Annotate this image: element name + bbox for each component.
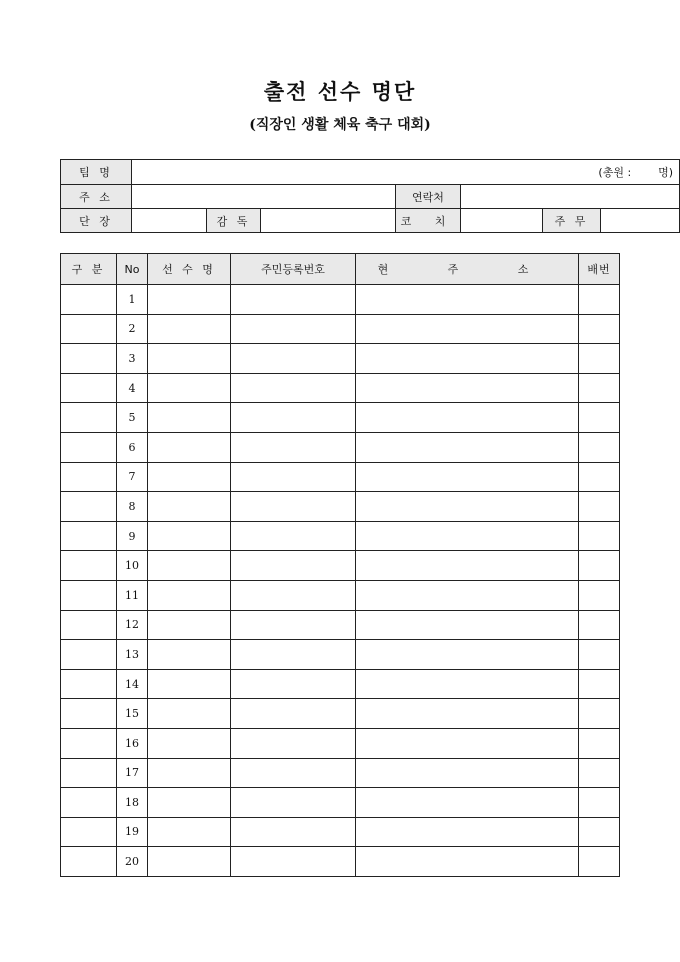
id-number-cell[interactable] [231, 521, 356, 551]
jersey-number-cell[interactable] [579, 314, 620, 344]
document-title: 출전 선수 명단 [263, 79, 417, 104]
division-cell[interactable] [61, 521, 117, 551]
player-row [61, 728, 620, 758]
address-cell[interactable] [356, 758, 579, 788]
jersey-number-cell[interactable] [579, 610, 620, 640]
player-row [61, 432, 620, 462]
jersey-number-cell[interactable] [579, 788, 620, 818]
coach-label: 코 치 [396, 209, 461, 233]
player-name-cell[interactable] [148, 314, 231, 344]
division-cell[interactable] [61, 344, 117, 374]
jersey-number-cell[interactable] [579, 432, 620, 462]
player-name-cell[interactable] [148, 492, 231, 522]
player-number: 4 [117, 373, 148, 403]
id-number-cell[interactable] [231, 610, 356, 640]
id-number-cell[interactable] [231, 403, 356, 433]
player-name-cell[interactable] [148, 758, 231, 788]
contact-label: 연락처 [396, 185, 461, 209]
header-player-name: 선 수 명 [148, 254, 231, 285]
division-cell[interactable] [61, 610, 117, 640]
address-cell[interactable] [356, 640, 579, 670]
contact-field[interactable] [461, 185, 680, 209]
id-number-cell[interactable] [231, 580, 356, 610]
jersey-number-cell[interactable] [579, 373, 620, 403]
leader-field[interactable] [132, 209, 207, 233]
id-number-cell[interactable] [231, 817, 356, 847]
player-name-cell[interactable] [148, 640, 231, 670]
jersey-number-cell[interactable] [579, 285, 620, 315]
id-number-cell[interactable] [231, 462, 356, 492]
player-name-cell[interactable] [148, 285, 231, 315]
player-number: 11 [117, 580, 148, 610]
player-row [61, 610, 620, 640]
player-name-cell[interactable] [148, 373, 231, 403]
division-cell[interactable] [61, 640, 117, 670]
address-cell[interactable] [356, 728, 579, 758]
division-cell[interactable] [61, 314, 117, 344]
player-row [61, 462, 620, 492]
player-row [61, 788, 620, 818]
player-number: 5 [117, 403, 148, 433]
address-cell[interactable] [356, 847, 579, 877]
player-number: 18 [117, 788, 148, 818]
jersey-number-cell[interactable] [579, 344, 620, 374]
jersey-number-cell[interactable] [579, 699, 620, 729]
coach-field[interactable] [461, 209, 543, 233]
player-number: 13 [117, 640, 148, 670]
division-cell[interactable] [61, 728, 117, 758]
address-cell[interactable] [356, 817, 579, 847]
id-number-cell[interactable] [231, 492, 356, 522]
header-jersey-number: 배번 [579, 254, 620, 285]
id-number-cell[interactable] [231, 344, 356, 374]
player-row [61, 403, 620, 433]
player-number: 17 [117, 758, 148, 788]
header-division: 구 분 [61, 254, 117, 285]
player-number: 3 [117, 344, 148, 374]
team-name-label: 팀 명 [61, 160, 132, 185]
id-number-cell[interactable] [231, 758, 356, 788]
address-cell[interactable] [356, 344, 579, 374]
division-cell[interactable] [61, 432, 117, 462]
team-name-field[interactable] [132, 160, 680, 185]
player-number: 6 [117, 432, 148, 462]
address-label: 주 소 [61, 185, 132, 209]
address-field[interactable] [132, 185, 396, 209]
player-row [61, 580, 620, 610]
header-no: No [117, 254, 148, 285]
document-subtitle: (직장인 생활 체육 축구 대회) [249, 117, 431, 133]
player-name-cell[interactable] [148, 788, 231, 818]
player-row [61, 699, 620, 729]
player-name-cell[interactable] [148, 610, 231, 640]
jersey-number-cell[interactable] [579, 847, 620, 877]
division-cell[interactable] [61, 847, 117, 877]
player-number: 7 [117, 462, 148, 492]
player-row [61, 551, 620, 581]
player-row [61, 285, 620, 315]
player-name-cell[interactable] [148, 699, 231, 729]
division-cell[interactable] [61, 492, 117, 522]
player-number: 10 [117, 551, 148, 581]
total-count-unit: 명) [658, 166, 674, 179]
division-cell[interactable] [61, 788, 117, 818]
player-number: 2 [117, 314, 148, 344]
player-row [61, 669, 620, 699]
id-number-cell[interactable] [231, 669, 356, 699]
player-name-cell[interactable] [148, 580, 231, 610]
player-name-cell[interactable] [148, 817, 231, 847]
player-row [61, 521, 620, 551]
address-cell[interactable] [356, 492, 579, 522]
header-id-number: 주민등록번호 [231, 254, 356, 285]
player-name-cell[interactable] [148, 669, 231, 699]
jersey-number-cell[interactable] [579, 817, 620, 847]
player-name-cell[interactable] [148, 462, 231, 492]
player-number: 16 [117, 728, 148, 758]
player-number: 12 [117, 610, 148, 640]
player-row [61, 314, 620, 344]
player-name-cell[interactable] [148, 344, 231, 374]
jersey-number-cell[interactable] [579, 669, 620, 699]
jersey-number-cell[interactable] [579, 462, 620, 492]
jersey-number-cell[interactable] [579, 640, 620, 670]
division-cell[interactable] [61, 462, 117, 492]
address-cell[interactable] [356, 373, 579, 403]
player-name-cell[interactable] [148, 551, 231, 581]
jersey-number-cell[interactable] [579, 403, 620, 433]
player-row [61, 373, 620, 403]
id-number-cell[interactable] [231, 699, 356, 729]
division-cell[interactable] [61, 699, 117, 729]
player-name-cell[interactable] [148, 521, 231, 551]
division-cell[interactable] [61, 758, 117, 788]
player-number: 15 [117, 699, 148, 729]
staff-field[interactable] [601, 209, 680, 233]
jersey-number-cell[interactable] [579, 758, 620, 788]
player-name-cell[interactable] [148, 432, 231, 462]
player-row [61, 847, 620, 877]
address-cell[interactable] [356, 432, 579, 462]
id-number-cell[interactable] [231, 551, 356, 581]
header-address: 현 주 소 [356, 254, 579, 285]
division-cell[interactable] [61, 285, 117, 315]
player-number: 9 [117, 521, 148, 551]
address-cell[interactable] [356, 580, 579, 610]
player-row [61, 640, 620, 670]
id-number-cell[interactable] [231, 432, 356, 462]
address-cell[interactable] [356, 403, 579, 433]
manager-label: 감 독 [207, 209, 261, 233]
address-cell[interactable] [356, 462, 579, 492]
leader-label: 단 장 [61, 209, 132, 233]
total-count-open: (총원 : [598, 166, 632, 179]
id-number-cell[interactable] [231, 728, 356, 758]
id-number-cell[interactable] [231, 788, 356, 818]
address-cell[interactable] [356, 610, 579, 640]
manager-field[interactable] [261, 209, 396, 233]
player-row [61, 492, 620, 522]
id-number-cell[interactable] [231, 314, 356, 344]
address-cell[interactable] [356, 699, 579, 729]
player-number: 8 [117, 492, 148, 522]
id-number-cell[interactable] [231, 640, 356, 670]
jersey-number-cell[interactable] [579, 551, 620, 581]
player-row [61, 758, 620, 788]
address-cell[interactable] [356, 521, 579, 551]
division-cell[interactable] [61, 817, 117, 847]
division-cell[interactable] [61, 669, 117, 699]
player-roster-table [60, 253, 620, 877]
player-number: 1 [117, 285, 148, 315]
staff-label: 주 무 [543, 209, 601, 233]
id-number-cell[interactable] [231, 285, 356, 315]
player-name-cell[interactable] [148, 728, 231, 758]
jersey-number-cell[interactable] [579, 521, 620, 551]
jersey-number-cell[interactable] [579, 492, 620, 522]
address-cell[interactable] [356, 314, 579, 344]
player-row [61, 344, 620, 374]
division-cell[interactable] [61, 373, 117, 403]
player-number: 19 [117, 817, 148, 847]
division-cell[interactable] [61, 551, 117, 581]
player-name-cell[interactable] [148, 847, 231, 877]
address-cell[interactable] [356, 551, 579, 581]
jersey-number-cell[interactable] [579, 728, 620, 758]
address-cell[interactable] [356, 788, 579, 818]
id-number-cell[interactable] [231, 373, 356, 403]
jersey-number-cell[interactable] [579, 580, 620, 610]
address-cell[interactable] [356, 669, 579, 699]
id-number-cell[interactable] [231, 847, 356, 877]
player-row [61, 817, 620, 847]
team-info-table [60, 159, 680, 233]
player-number: 20 [117, 847, 148, 877]
division-cell[interactable] [61, 403, 117, 433]
player-name-cell[interactable] [148, 403, 231, 433]
address-cell[interactable] [356, 285, 579, 315]
player-number: 14 [117, 669, 148, 699]
division-cell[interactable] [61, 580, 117, 610]
